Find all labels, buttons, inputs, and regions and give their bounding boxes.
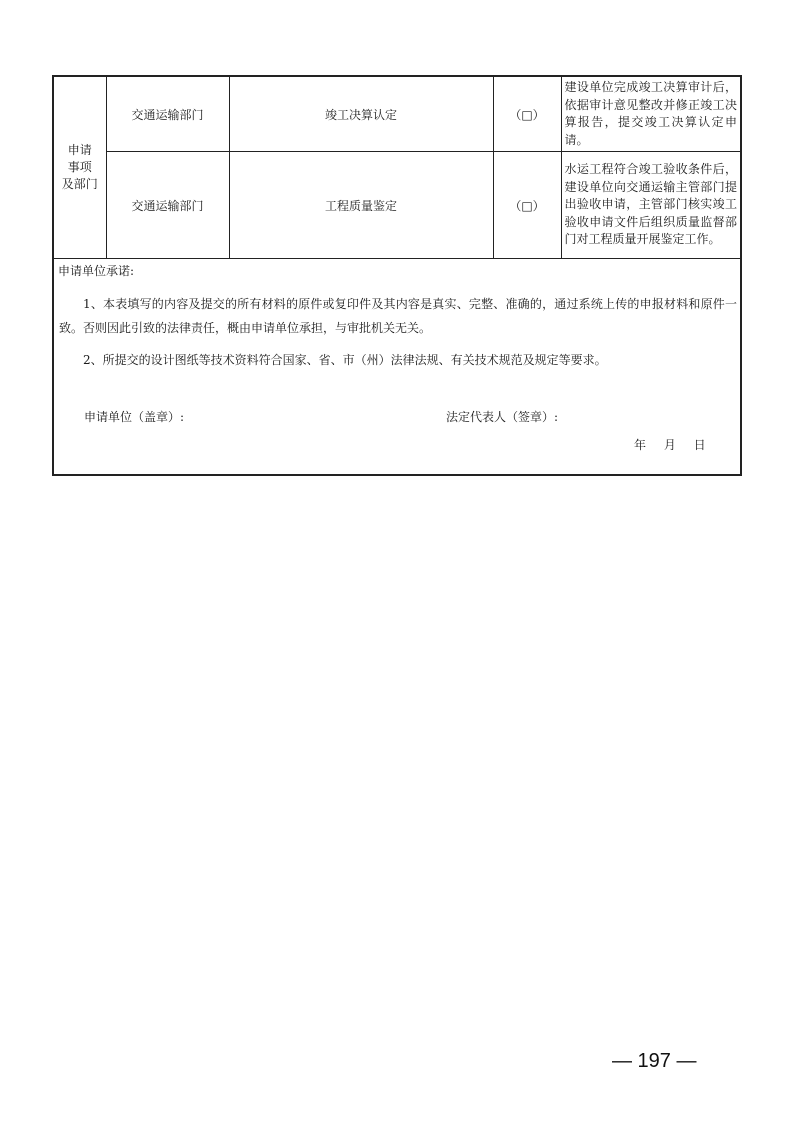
applicant-seal-label: 申请单位（盖章）: (84, 410, 185, 424)
date-row (54, 436, 740, 456)
pledge-title: 申请单位承诺: (58, 264, 135, 278)
section-label-cell (53, 76, 106, 259)
description-cell: 建设单位完成竣工决算审计后，依据审计意见整改并修正竣工决算报告，提交竣工决算认定申请。 (561, 76, 741, 152)
table-row (53, 152, 741, 259)
pledge-item-2: 2、所提交的设计图纸等技术资料符合国家、省、市（州）法律法规、有关技术规范及规定等要求。 (83, 353, 607, 367)
item-name-cell: 竣工决算认定 (229, 76, 493, 152)
checkbox-cell[interactable] (493, 152, 561, 259)
checkbox[interactable]: （□） (509, 107, 545, 122)
table-row (53, 76, 741, 152)
section-label: 申请 事项 及部门 (61, 143, 98, 191)
signature-row (54, 408, 740, 428)
date-label: 年 月 日 (634, 438, 706, 452)
item-name-cell: 工程质量鉴定 (229, 152, 493, 259)
checkbox[interactable]: （□） (509, 198, 545, 213)
department-cell: 交通运输部门 (106, 152, 229, 259)
description-cell: 水运工程符合竣工验收条件后，建设单位向交通运输主管部门提出验收申请，主管部门核实竣工验收申请文件后组织质量监督部门对工程质量开展鉴定工作。 (561, 152, 741, 259)
checkbox-cell[interactable] (493, 76, 561, 152)
pledge-section (53, 259, 741, 476)
pledge-row (53, 259, 741, 476)
application-form-table (52, 75, 742, 476)
pledge-item-1: 1、本表填写的内容及提交的所有材料的原件或复印件及其内容是真实、完整、准确的，通过系统上传的申报材料和原件一致。否则因此引致的法律责任，概由申请单位承担，与审批机关无关。 (59, 297, 737, 335)
page-number: — 197 — (612, 1050, 697, 1072)
legal-rep-signature-label: 法定代表人（签章）: (446, 410, 559, 424)
department-cell: 交通运输部门 (106, 76, 229, 152)
